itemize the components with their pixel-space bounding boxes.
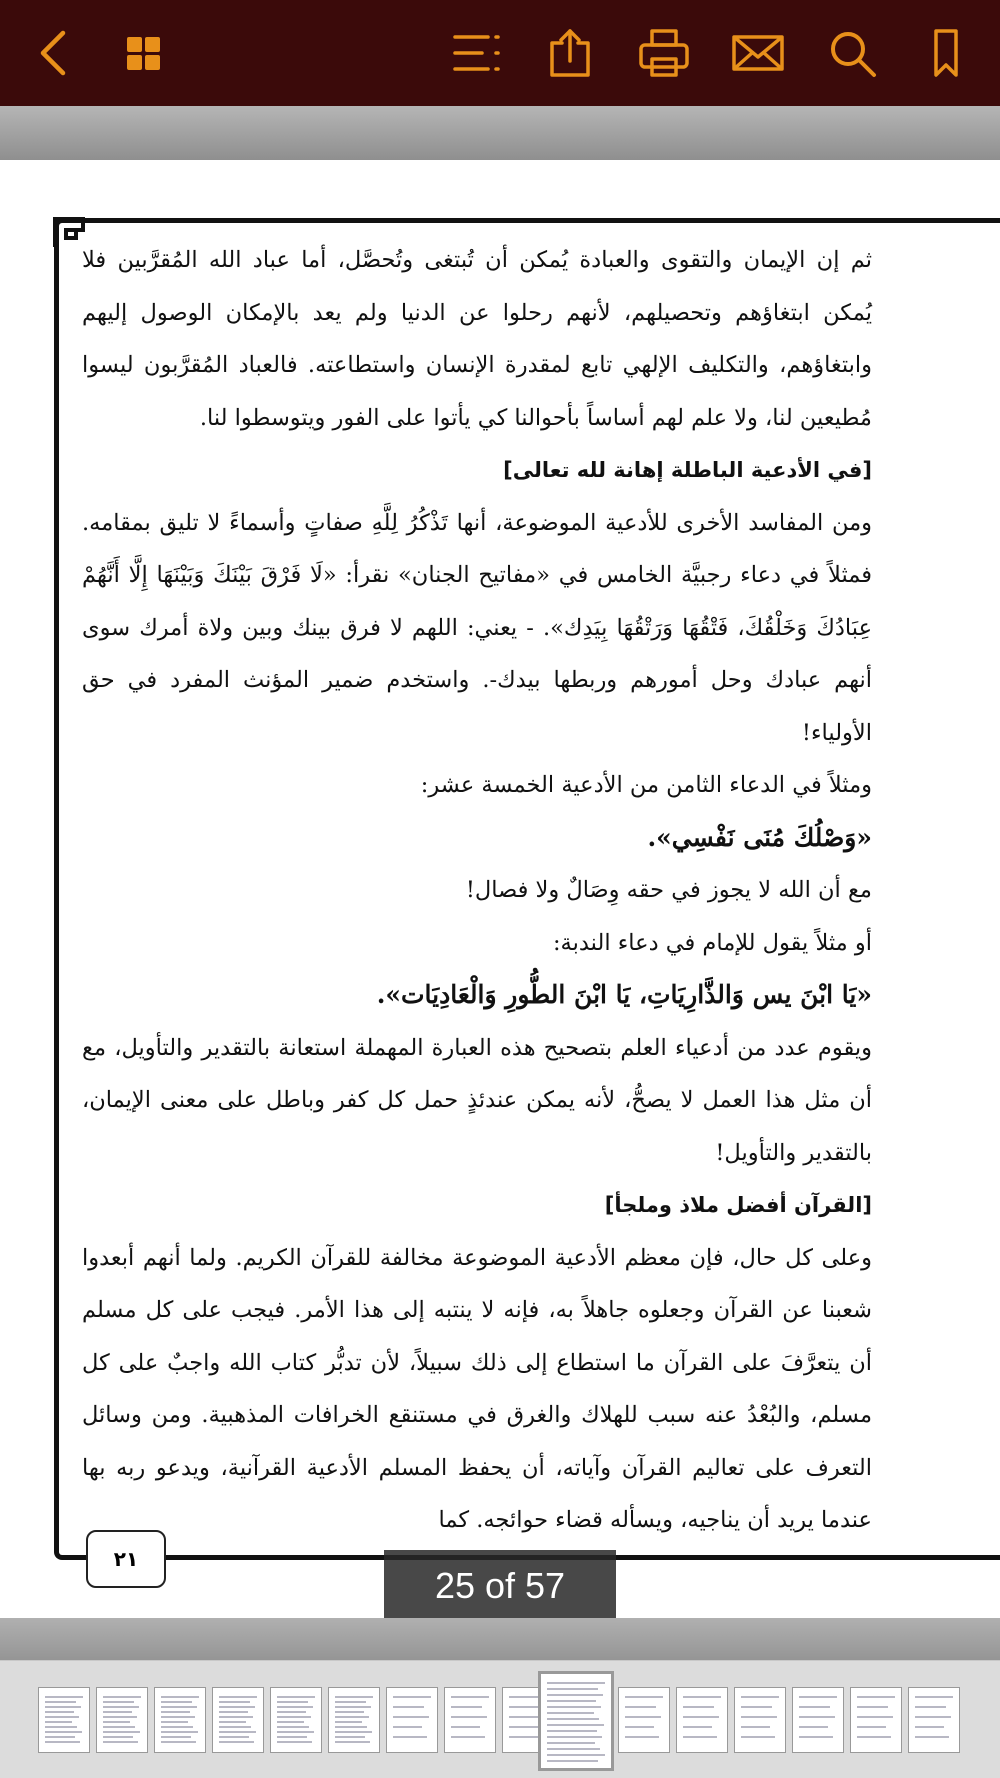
top-toolbar <box>0 0 1000 106</box>
thumbnail[interactable] <box>270 1687 322 1753</box>
page-counter-text: 25 of 57 <box>434 1565 566 1606</box>
document-page[interactable] <box>0 160 1000 1618</box>
thumbnail[interactable] <box>618 1687 670 1753</box>
mail-icon[interactable] <box>725 20 791 86</box>
thumbnail[interactable] <box>154 1687 206 1753</box>
print-icon[interactable] <box>631 20 697 86</box>
back-icon[interactable] <box>22 20 88 86</box>
paragraph: ويقوم عدد من أدعياء العلم بتصحيح هذه العبارة المهملة استعانة بالتقدير والتأويل، مع أن مثل هذا العمل لا يصحُّ، لأنه يمكن عندئذٍ حمل كل كفر وباطل على معنى الإيمان، بالتقدير والتأويل! <box>82 1034 872 1166</box>
contents-icon[interactable] <box>443 20 509 86</box>
thumbnail-strip[interactable] <box>0 1660 1000 1778</box>
paragraph: ومن المفاسد الأخرى للأدعية الموضوعة، أنها تَذْكُرُ لِلَّهِ صفاتٍ وأسماءً لا تليق بمقامه. فمثلاً في دعاء رجبيَّة الخامس في «مفاتيح الجنان» نقرأ: «لَا فَرْقَ بَيْنَكَ وَبَيْنَهَا إِلَّا أَنَّهُمْ عِبَادُكَ وَخَلْقُكَ، فَتْقُهَا وَرَتْقُهَا بِيَدِك». - يعني: اللهم لا فرق بينك وبين ولاة أمرك سوى أنهم عبادك وحل أمورهم وربطها بيدك-. واستخدم ضمير المؤنث المفرد في حق الأولياء! <box>82 509 872 746</box>
section-heading: [القرآن أفضل ملاذ وملجأ] <box>604 1193 872 1217</box>
paragraph: ومثلاً في الدعاء الثامن من الأدعية الخمسة عشر: <box>420 772 872 798</box>
thumbnail[interactable] <box>850 1687 902 1753</box>
paragraph: ثم إن الإيمان والتقوى والعبادة يُمكن أن تُبتغى وتُحصَّل، أما عباد الله المُقرَّبين فلا يُمكن ابتغاؤهم وتحصيلهم، لأنهم رحلوا عن الدنيا ولم يعد بالإمكان الوصول إليهم وابتغاؤهم، والتكليف الإلهي تابع لمقدرة الإنسان واستطاعته. فالعباد المُقرَّبون ليسوا مُطيعين لنا، ولا علم لهم أساساً بأحوالنا كي يأتوا على الفور ويتوسطوا لنا. <box>82 247 872 431</box>
thumbnail[interactable] <box>328 1687 380 1753</box>
bookmark-icon[interactable] <box>913 20 979 86</box>
section-heading: [في الأدعية الباطلة إهانة لله تعالى] <box>503 458 872 482</box>
page-text <box>82 234 872 1547</box>
search-icon[interactable] <box>819 20 885 86</box>
thumbnail[interactable] <box>386 1687 438 1753</box>
thumbnail-selected[interactable] <box>538 1671 614 1771</box>
thumbnail[interactable] <box>734 1687 786 1753</box>
page-number-box <box>86 1530 166 1588</box>
thumbnail[interactable] <box>96 1687 148 1753</box>
page-counter <box>384 1550 616 1622</box>
page-number: ٢١ <box>113 1547 139 1571</box>
thumbnail[interactable] <box>676 1687 728 1753</box>
paragraph: وعلى كل حال، فإن معظم الأدعية الموضوعة مخالفة للقرآن الكريم. ولما أنهم أبعدوا شعبنا عن القرآن وجعلوه جاهلاً به، فإنه لا ينتبه إلى هذا الأمر. فيجب على كل مسلم أن يتعرَّفَ على القرآن ما استطاع إلى ذلك سبيلاً، لأن تدبُّر كتاب الله واجبٌ على كل مسلم، والبُعْدُ عنه سبب للهلاك والغرق في مستنقع الخرافات المذهبية. ومن وسائل التعرف على تعاليم القرآن وآياته، أن يحفظ المسلم الأدعية القرآنية، ويدعو ربه بها عندما يريد أن يناجيه، ويسأله قضاء حوائجه. كما <box>82 1244 872 1533</box>
frame-corner-ornament <box>52 216 86 250</box>
thumbnail[interactable] <box>908 1687 960 1753</box>
grid-icon[interactable] <box>110 20 176 86</box>
top-gray-band <box>0 106 1000 160</box>
thumbnail[interactable] <box>444 1687 496 1753</box>
paragraph: مع أن الله لا يجوز في حقه وِصَالٌ ولا فصال! <box>465 877 872 903</box>
thumbnail[interactable] <box>38 1687 90 1753</box>
quote: «يَا ابْنَ يس وَالذَّارِيَاتِ، يَا ابْنَ الطُّورِ وَالْعَادِيَات». <box>376 980 872 1009</box>
thumbnail[interactable] <box>792 1687 844 1753</box>
thumbnail[interactable] <box>212 1687 264 1753</box>
paragraph: أو مثلاً يقول للإمام في دعاء الندبة: <box>552 929 872 956</box>
quote: «وَصْلُكَ مُنَى نَفْسِي». <box>647 822 872 852</box>
bottom-gray-band <box>0 1618 1000 1660</box>
share-icon[interactable] <box>537 20 603 86</box>
